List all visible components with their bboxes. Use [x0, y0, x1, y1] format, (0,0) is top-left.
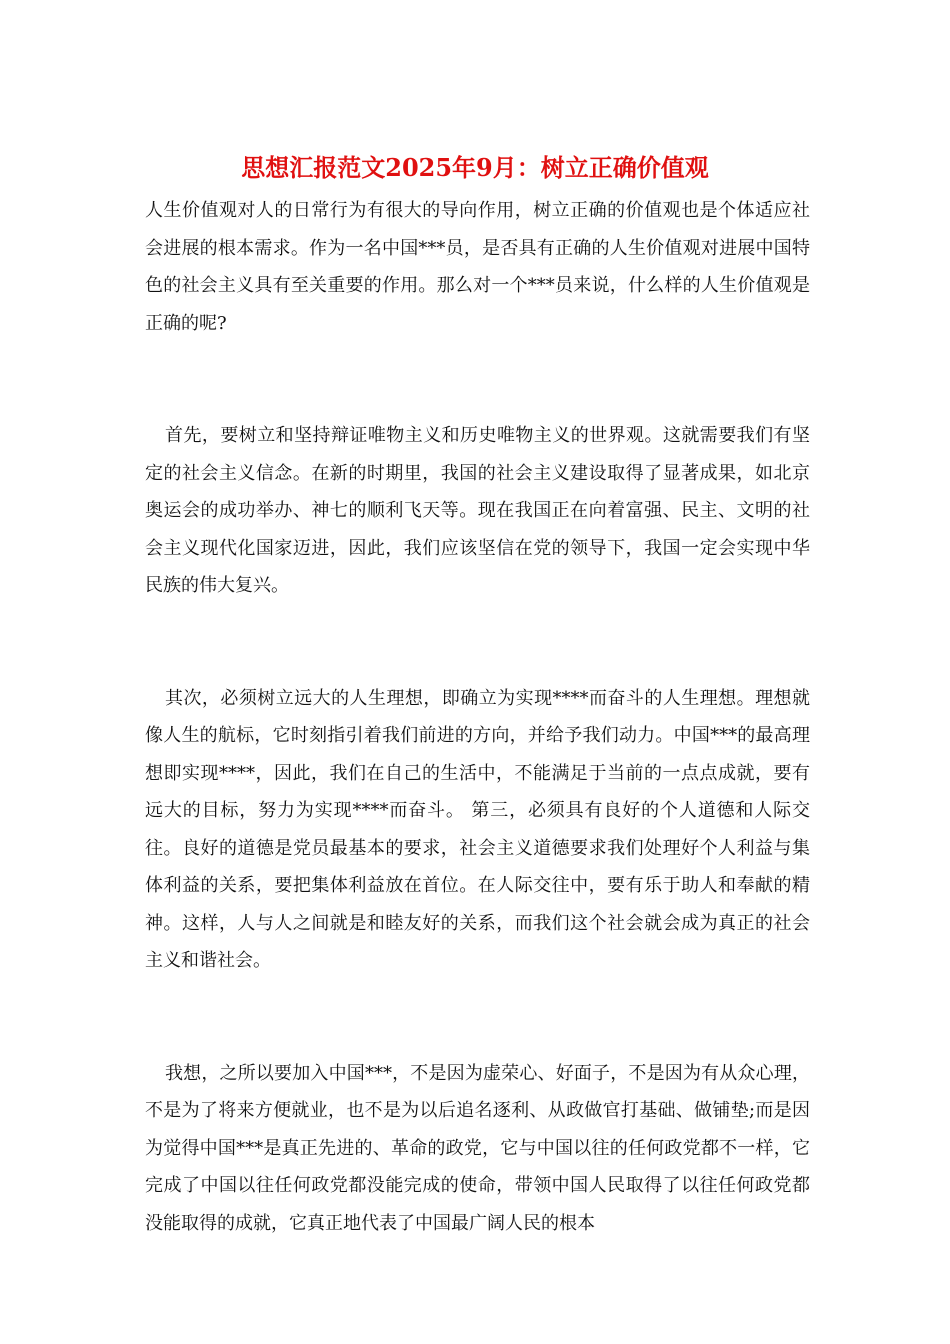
- paragraph-intro: 人生价值观对人的日常行为有很大的导向作用，树立正确的价值观也是个体适应社会进展的根本需求。作为一名中国***员，是否具有正确的人生价值观对进展中国特色的社会主义具有至关重要的作用。那么对一个***员来说，什么样的人生价值观是正确的呢?: [145, 200, 810, 334]
- paragraph-reason: 我想，之所以要加入中国***，不是因为虚荣心、好面子，不是因为有从众心理，不是为了将来方便就业，也不是为以后追名逐利、从政做官打基础、做铺垫;而是因为觉得中国***是真正先进的、革命的政党，它与中国以往的任何政党都不一样，它完成了中国以往任何政党都没能完成的使命，带领中国人民取得了以往任何政党都没能取得的成就，它真正地代表了中国最广阔人民的根本: [145, 1062, 810, 1234]
- paragraph-first-point: 首先，要树立和坚持辩证唯物主义和历史唯物主义的世界观。这就需要我们有坚定的社会主义信念。在新的时期里，我国的社会主义建设取得了显著成果，如北京奥运会的成功举办、神七的顺利飞天等。现在我国正在向着富强、民主、文明的社会主义现代化国家迈进，因此，我们应该坚信在党的领导下，我国一定会实现中华民族的伟大复兴。: [145, 425, 810, 596]
- paragraph-gap: [145, 605, 810, 680]
- document-body: [145, 192, 810, 1242]
- paragraph-second-point: 其次，必须树立远大的人生理想，即确立为实现****而奋斗的人生理想。理想就像人生的航标，它时刻指引着我们前进的方向，并给予我们动力。中国***的最高理想即实现****，因此，我们在自己的生活中，不能满足于当前的一点点成就，要有远大的目标，努力为实现****而奋斗。 第三，必须具有良好的个人道德和人际交往。良好的道德是党员最基本的要求，社会主义道德要求我们处理好个人利益与集体利益的关系，要把集体利益放在首位。在人际交往中，要有乐于助人和奉献的精神。这样，人与人之间就是和睦友好的关系，而我们这个社会就会成为真正的社会主义和谐社会。: [145, 687, 810, 971]
- paragraph-gap: [145, 980, 810, 1055]
- document-title: 思想汇报范文2025年9月：树立正确价值观: [241, 153, 709, 182]
- paragraph-gap: [145, 342, 810, 417]
